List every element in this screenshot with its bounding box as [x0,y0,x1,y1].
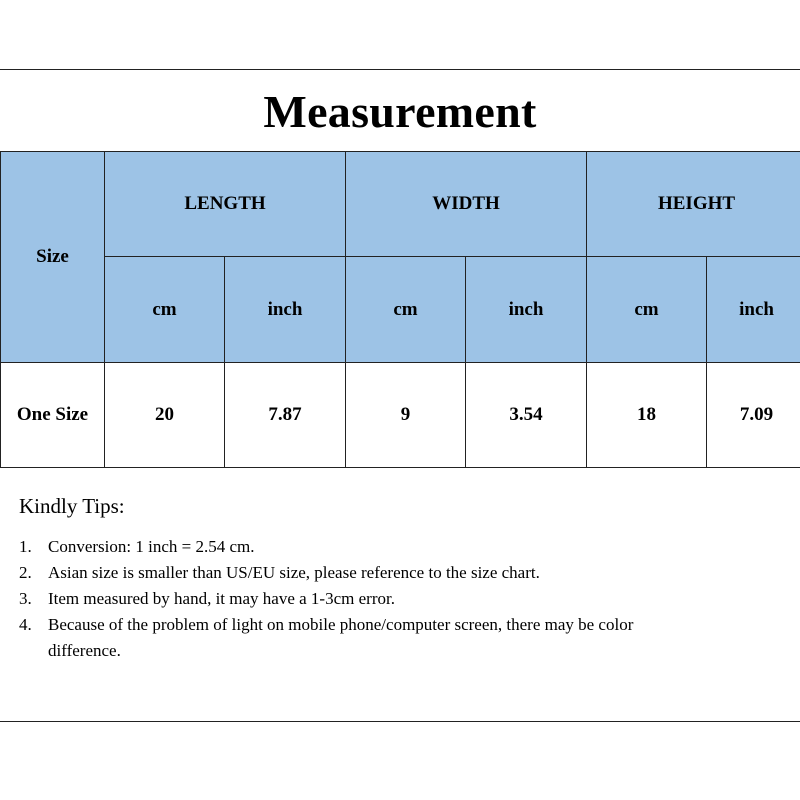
height-header: HEIGHT [587,152,800,257]
tip-text: Conversion: 1 inch = 2.54 cm. [48,537,255,556]
bottom-divider [0,721,800,722]
height-cm-value: 18 [587,363,707,468]
height-inch-value: 7.09 [707,363,800,468]
tip-text: Because of the problem of light on mobile phone/computer screen, there may be color difference. [48,615,634,660]
unit-header: cm [587,257,707,363]
list-number: 1. [19,537,32,556]
size-label: One Size [1,363,105,468]
measurement-table [0,151,800,468]
tips-list [19,534,759,664]
table-unit-row [1,257,800,363]
top-divider [0,69,800,70]
tip-text: Asian size is smaller than US/EU size, please reference to the size chart. [48,563,540,582]
width-inch-value: 3.54 [466,363,587,468]
unit-header: cm [105,257,225,363]
list-item [19,586,759,612]
unit-header: cm [346,257,466,363]
length-cm-value: 20 [105,363,225,468]
list-item [19,612,759,664]
unit-header: inch [225,257,346,363]
table-header-row [1,152,800,257]
size-column-header: Size [1,152,105,363]
unit-header: inch [707,257,800,363]
width-header: WIDTH [346,152,587,257]
length-header: LENGTH [105,152,346,257]
list-item [19,534,759,560]
list-item [19,560,759,586]
unit-header: inch [466,257,587,363]
width-cm-value: 9 [346,363,466,468]
list-number: 4. [19,615,32,634]
tips-heading: Kindly Tips: [19,494,125,518]
list-number: 2. [19,563,32,582]
tip-text: Item measured by hand, it may have a 1-3cm error. [48,589,395,608]
length-inch-value: 7.87 [225,363,346,468]
list-number: 3. [19,589,32,608]
table-row [1,363,800,468]
page-title: Measurement [263,86,537,137]
